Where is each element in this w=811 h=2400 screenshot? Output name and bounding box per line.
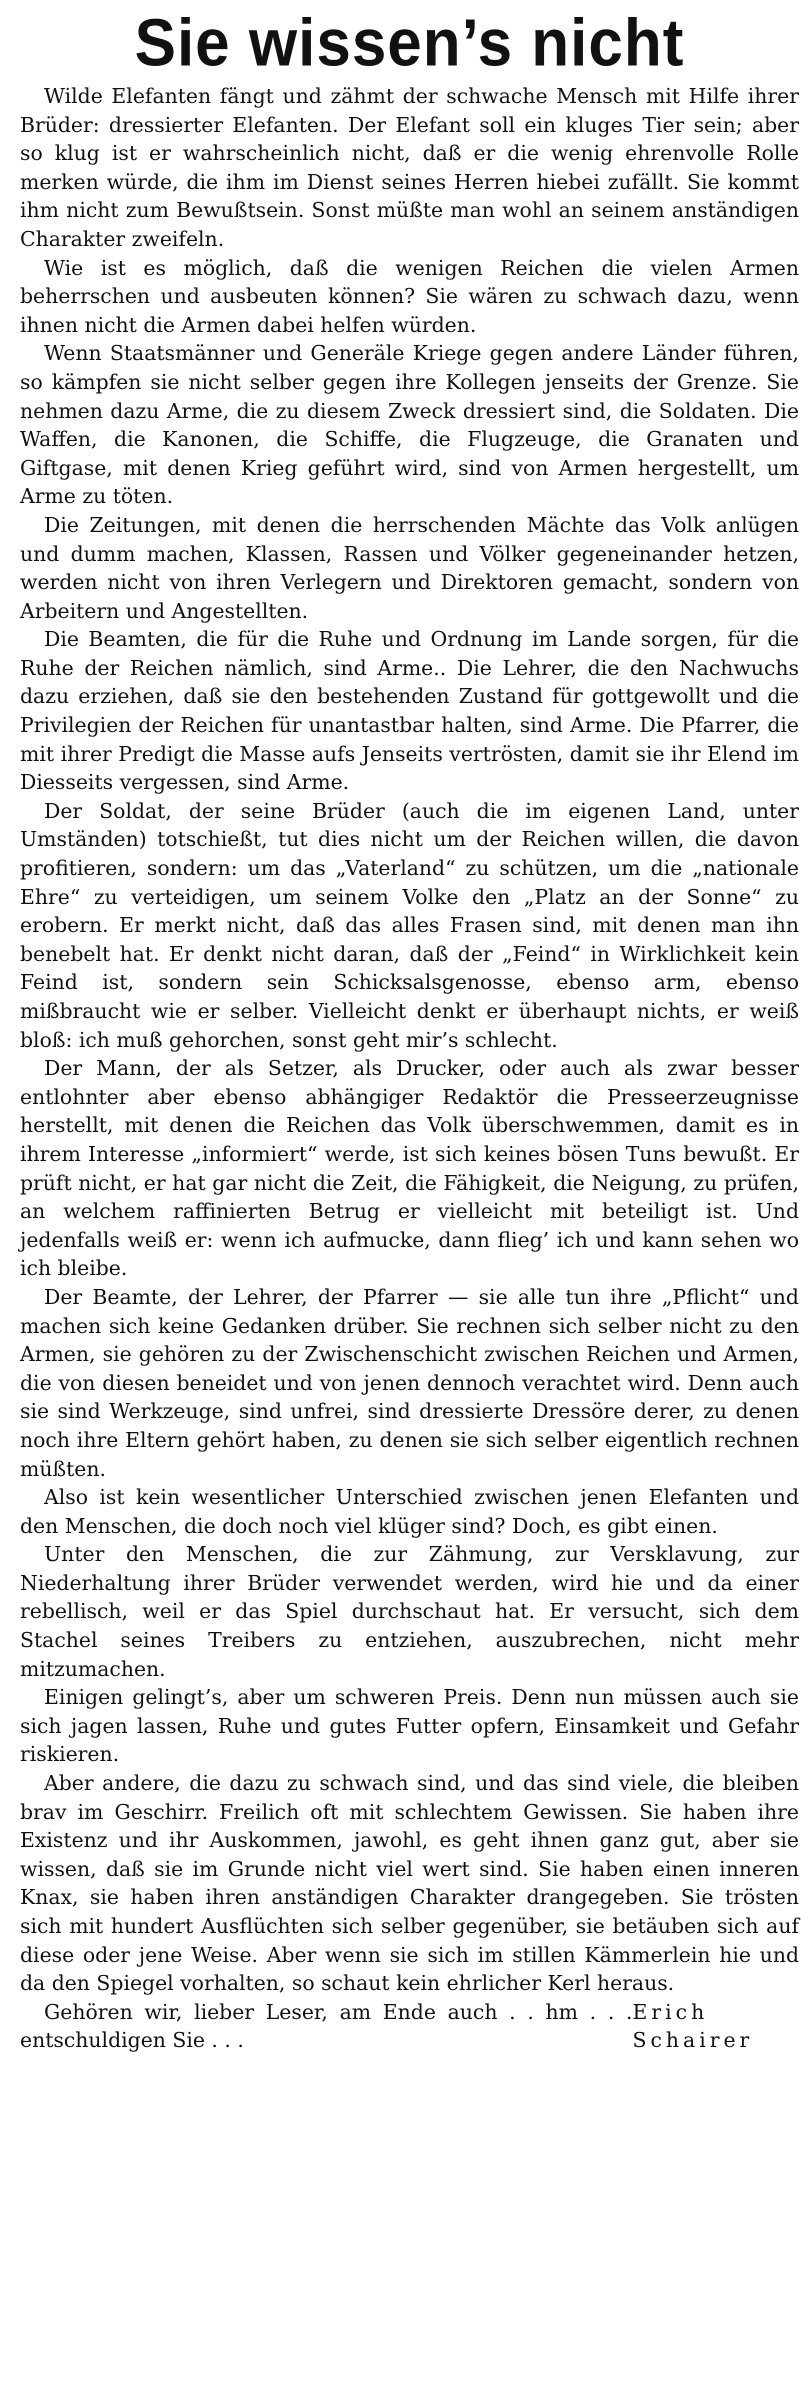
- paragraph-8: Der Beamte, der Lehrer, der Pfarrer — sie alle tun ihre „Pflicht“ und machen sich keine Gedanken drüber. Sie rechnen sich selber nicht zu den Armen, sie gehören zu der Zwischenschicht zwischen Reichen und Armen, die von diesen beneidet und von jenen dennoch verachtet wird. Denn auch sie sind Werkzeuge, sind unfrei, sind dressierte Dressöre derer, zu denen noch ihre Eltern gehört haben, zu denen sie sich selber eigentlich rechnen müßten.: [20, 1284, 799, 1481]
- paragraph-4: Die Zeitungen, mit denen die herrschenden Mächte das Volk anlügen und dumm machen, Klassen, Rassen und Völker gegeneinander hetzen, werden nicht von ihren Verlegern und Direktoren gemacht, sondern von Arbeitern und Angestellten.: [20, 512, 799, 623]
- paragraph-9: Also ist kein wesentlicher Unterschied zwischen jenen Elefanten und den Menschen, die doch noch viel klüger sind? Doch, es gibt einen.: [20, 1485, 799, 1538]
- closing-text: Gehören wir, lieber Leser, am Ende auch . . hm . . . entschuldigen Sie . . .: [20, 1999, 633, 2053]
- paragraph-5: Die Beamten, die für die Ruhe und Ordnung im Lande sorgen, für die Ruhe der Reichen nämlich, sind Arme.. Die Lehrer, die den Nachwuchs dazu erziehen, daß sie den bestehenden Zustand für gottgewollt und die Privilegien der Reichen für unantastbar halten, sind Arme. Die Pfarrer, die mit ihrer Predigt die Masse aufs Jenseits vertrösten, damit sie ihr Elend im Diesseits vergessen, sind Arme.: [20, 627, 799, 795]
- paragraph-10: Unter den Menschen, die zur Zähmung, zur Versklavung, zur Niederhaltung ihrer Brüder verwendet werden, wird hie und da einer rebellisch, weil er das Spiel durchschaut hat. Er versucht, sich dem Stachel seines Treibers zu entziehen, auszubrechen, nicht mehr mitzumachen.: [20, 1542, 799, 1681]
- paragraph-2: Wie ist es möglich, daß die wenigen Reichen die vielen Armen beherrschen und ausbeuten können? Sie wären zu schwach dazu, wenn ihnen nicht die Armen dabei helfen würden.: [20, 255, 799, 337]
- article-body: [20, 82, 799, 2055]
- closing-line: [20, 1998, 799, 2055]
- author-signature: Erich Schairer: [632, 1999, 754, 2053]
- paragraph-3: Wenn Staatsmänner und Generäle Kriege gegen andere Länder führen, so kämpfen sie nicht selber gegen ihre Kollegen jenseits der Grenze. Sie nehmen dazu Arme, die zu diesem Zweck dressiert sind, die Soldaten. Die Waffen, die Kanonen, die Schiffe, die Flugzeuge, die Granaten und Giftgase, mit denen Krieg geführt wird, sind von Armen hergestellt, um Arme zu töten.: [20, 341, 799, 509]
- paragraph-11: Einigen gelingt’s, aber um schweren Preis. Denn nun müssen auch sie sich jagen lassen, Ruhe und gutes Futter opfern, Einsamkeit und Gefahr riskieren.: [20, 1685, 799, 1767]
- paragraph-12: Aber andere, die dazu zu schwach sind, und das sind viele, die bleiben brav im Geschirr. Freilich oft mit schlechtem Gewissen. Sie haben ihre Existenz und ihr Auskommen, jawohl, es geht ihnen ganz gut, aber sie wissen, daß sie im Grunde nicht viel wert sind. Sie haben einen inneren Knax, sie haben ihren anständigen Charakter drangegeben. Sie trösten sich mit hundert Ausflüchten sich selber gegenüber, sie betäuben sich auf diese oder jene Weise. Aber wenn sie sich im stillen Kämmerlein hie und da den Spiegel vorhalten, so schaut kein ehrlicher Kerl heraus.: [20, 1771, 799, 1996]
- paragraph-7: Der Mann, der als Setzer, als Drucker, oder auch als zwar besser entlohnter aber ebenso abhängiger Redaktör die Presseerzeugnisse herstellt, mit denen die Reichen das Volk überschwemmen, damit es in ihrem Interesse „informiert“ werde, ist sich keines bösen Tuns bewußt. Er prüft nicht, er hat gar nicht die Zeit, die Fähigkeit, die Neigung, zu prüfen, an welchem raffinierten Betrug er vielleicht mit beteiligt ist. Und jedenfalls weiß er: wenn ich aufmucke, dann flieg’ ich und kann sehen wo ich bleibe.: [20, 1056, 799, 1281]
- headline: Sie wissen’s nicht: [134, 6, 685, 81]
- paragraph-1: Wilde Elefanten fängt und zähmt der schwache Mensch mit Hilfe ihrer Brüder: dressierter Elefanten. Der Elefant soll ein kluges Tier sein; aber so klug ist er wahrscheinlich nicht, daß er die wenig ehrenvolle Rolle merken würde, die ihm im Dienst seines Herren hiebei zufällt. Sie kommt ihm nicht zum Bewußtsein. Sonst müßte man wohl an seinem anständigen Charakter zweifeln.: [20, 84, 799, 251]
- paragraph-6: Der Soldat, der seine Brüder (auch die im eigenen Land, unter Umständen) totschießt, tut dies nicht um der Reichen willen, die davon profitieren, sondern: um das „Vaterland“ zu schützen, um die „nationale Ehre“ zu verteidigen, um seinem Volke den „Platz an der Sonne“ zu erobern. Er merkt nicht, daß das alles Frasen sind, mit denen man ihn benebelt hat. Er denkt nicht daran, daß der „Feind“ in Wirklichkeit kein Feind ist, sondern sein Schicksalsgenosse, ebenso arm, ebenso mißbraucht wie er selber. Vielleicht denkt er überhaupt nichts, er weiß bloß: ich muß gehorchen, sonst geht mir’s schlecht.: [20, 798, 799, 1052]
